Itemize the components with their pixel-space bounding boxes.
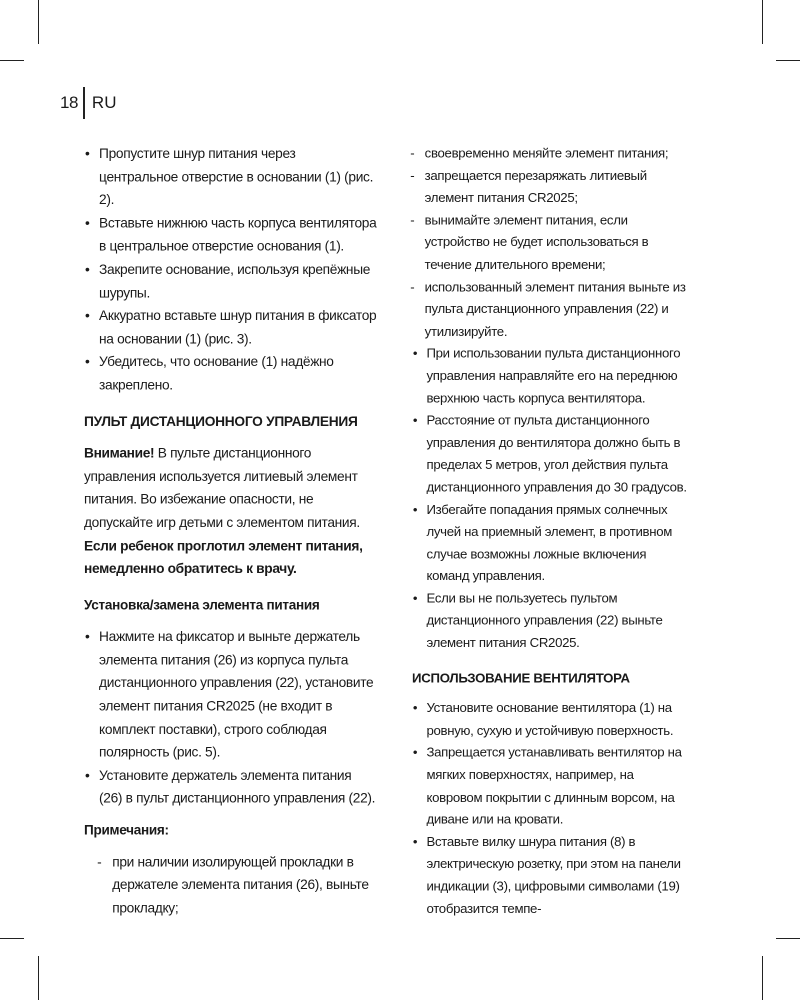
notes-list-continued [398, 143, 689, 343]
crop-mark [776, 938, 800, 939]
page-header [60, 88, 116, 118]
crop-mark [776, 60, 800, 61]
list-item: - вынимайте элемент питания, если устройство не будет использоваться в течение длительного времени; [398, 210, 689, 277]
list-item: • Пропустите шнур питания через центральное отверстие в основании (1) (рис. 2). [84, 143, 378, 212]
list-item: - своевременно меняйте элемент питания; [398, 143, 689, 165]
crop-mark [0, 938, 24, 939]
left-column [84, 143, 378, 921]
notes-list [84, 851, 378, 920]
warning-label: Внимание! [84, 446, 155, 462]
list-item: • При использовании пульта дистанционного управления направляйте его на переднюю верхнюю часть корпуса вентилятора. [412, 343, 688, 410]
list-item: - запрещается перезаряжать литиевый элемент питания CR2025; [398, 165, 689, 210]
list-item: • Вставьте вилку шнура питания (8) в электрическую розетку, при этом на панели индикации (3), цифровыми символами (19) отобразится темпе- [412, 832, 688, 921]
fan-usage-heading: ИСПОЛЬЗОВАНИЕ ВЕНТИЛЯТОРА [412, 671, 630, 686]
notes-heading: Примечания: [84, 823, 169, 839]
assembly-steps [84, 143, 378, 398]
list-item: • Установите держатель элемента питания (26) в пульт дистанционного управления (22). [84, 765, 378, 811]
list-item: • Расстояние от пульта дистанционного управления до вентилятора должно быть в пределах 5 метров, угол действия пульта дистанционного управления до 30 градусов. [412, 410, 688, 499]
language-label: RU [91, 93, 117, 112]
crop-mark [762, 0, 763, 44]
list-item: • Убедитесь, что основание (1) надёжно закреплено. [84, 351, 378, 397]
right-column [412, 143, 688, 921]
warning-text: В пульте дистанционного управления используется литиевый элемент питания. Во избежание опасности, не допускайте игр детьми с элементом питания. [84, 446, 360, 531]
warning-bold-text: Если ребенок проглотил элемент питания, немедленно обратитесь к врачу. [84, 538, 363, 577]
list-item: • Установите основание вентилятора (1) на ровную, сухую и устойчивую поверхность. [412, 698, 688, 743]
crop-mark [38, 0, 39, 44]
battery-steps [84, 626, 378, 811]
list-item: • Вставьте нижнюю часть корпуса вентилятора в центральное отверстие основания (1). [84, 212, 378, 258]
header-divider [83, 87, 85, 119]
list-item: • Закрепите основание, используя крепёжные шурупы. [84, 259, 378, 305]
list-item: - использованный элемент питания выньте из пульта дистанционного управления (22) и утилизируйте. [398, 277, 689, 344]
crop-mark [762, 956, 763, 1000]
crop-mark [0, 60, 24, 61]
crop-mark [38, 956, 39, 1000]
list-item: • Избегайте попадания прямых солнечных лучей на приемный элемент, в противном случае возможны ложные включения команд управления. [412, 499, 688, 588]
list-item: - при наличии изолирующей прокладки в держателе элемента питания (26), выньте прокладку; [84, 851, 378, 920]
list-item: • Аккуратно вставьте шнур питания в фиксатор на основании (1) (рис. 3). [84, 305, 378, 351]
remote-control-heading: ПУЛЬТ ДИСТАНЦИОННОГО УПРАВЛЕНИЯ [84, 414, 358, 430]
battery-heading: Установка/замена элемента питания [84, 598, 320, 614]
remote-usage-tips [412, 343, 688, 655]
list-item: • Если вы не пользуетесь пультом дистанционного управления (22) выньте элемент питания CR2025. [412, 588, 688, 655]
list-item: • Нажмите на фиксатор и выньте держатель элемента питания (26) из корпуса пульта дистанционного управления (22), установите элемент питания CR2025 (не входит в комплект поставки), строго соблюдая полярность (рис. 5). [84, 626, 378, 765]
fan-usage-steps [412, 698, 688, 921]
battery-warning [84, 442, 378, 581]
list-item: • Запрещается устанавливать вентилятор на мягких поверхностях, например, на ковровом покрытии с длинным ворсом, на диване или на кровати. [412, 743, 688, 832]
page-number: 18 [60, 93, 78, 112]
